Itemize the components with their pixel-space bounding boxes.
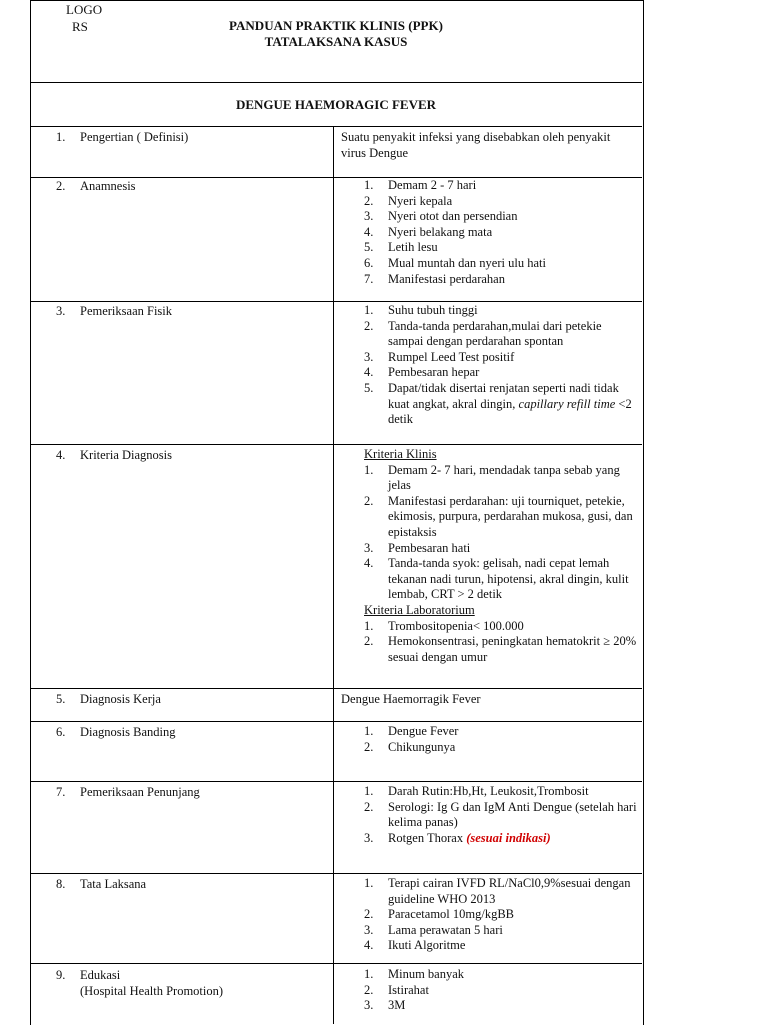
- list-item: 4. Tanda-tanda syok: gelisah, nadi cepat lemah tekanan nadi turun, hipotensi, akral dingin, kulit lembab, CRT > 2 detik: [364, 556, 629, 602]
- list-item: 3. Nyeri otot dan persendian: [364, 209, 518, 224]
- divider: [30, 444, 642, 445]
- row-label: 6. Diagnosis Banding: [56, 725, 176, 739]
- row-value: [341, 784, 637, 846]
- list-item: 4. Ikuti Algoritme: [364, 938, 466, 953]
- row-value: [341, 303, 637, 428]
- row-value: Suatu penyakit infeksi yang disebabkan oleh penyakit virus Dengue: [341, 130, 611, 160]
- list-item: 2. Chikungunya: [364, 739, 456, 754]
- row-label: 5. Diagnosis Kerja: [56, 692, 161, 706]
- divider: [30, 82, 642, 83]
- list-item: 3. Rumpel Leed Test positif: [364, 349, 515, 364]
- list-item: 3. Pembesaran hati: [364, 540, 471, 555]
- list-item: 1. Darah Rutin:Hb,Ht, Leukosit,Trombosit: [364, 784, 589, 798]
- divider: [30, 963, 642, 964]
- list-item: 3. Rotgen Thorax (sesuai indikasi): [364, 830, 551, 845]
- row-value: Dengue Haemorragik Fever: [341, 692, 481, 706]
- row-value: [341, 178, 637, 287]
- row-value: [341, 447, 637, 665]
- list-item: 2. Serologi: Ig G dan IgM Anti Dengue (setelah hari kelima panas): [364, 799, 637, 830]
- divider: [30, 126, 642, 127]
- document-title: PANDUAN PRAKTIK KLINIS (PPK) TATALAKSANA KASUS: [229, 18, 443, 49]
- section-heading: Kriteria Laboratorium: [364, 602, 475, 617]
- row-label: 3. Pemeriksaan Fisik: [56, 304, 173, 318]
- list-item: 3. 3M: [364, 998, 406, 1013]
- list-item: 2. Tanda-tanda perdarahan,mulai dari petekie sampai dengan perdarahan spontan: [364, 318, 602, 349]
- list-item: 3. Lama perawatan 5 hari: [364, 922, 503, 937]
- row-label: 8. Tata Laksana: [56, 877, 147, 891]
- logo-placeholder: LOGO RS: [66, 2, 103, 34]
- row-value: [341, 967, 637, 1014]
- list-item: 5. Letih lesu: [364, 240, 438, 255]
- list-item: 2. Paracetamol 10mg/kgBB: [364, 907, 515, 922]
- row-label: 9. Edukasi (Hospital Health Promotion): [56, 968, 224, 998]
- document-subtitle: DENGUE HAEMORAGIC FEVER: [235, 97, 437, 112]
- divider: [30, 873, 642, 874]
- divider: [30, 781, 642, 782]
- list-item: 1. Trombositopenia< 100.000: [364, 618, 524, 633]
- list-item: 1. Minum banyak: [364, 967, 465, 981]
- list-item: 4. Nyeri belakang mata: [364, 224, 493, 239]
- list-item: 1. Demam 2- 7 hari, mendadak tanpa sebab yang jelas: [364, 462, 620, 493]
- list-item: 2. Hemokonsentrasi, peningkatan hematokrit ≥ 20% sesuai dengan umur: [364, 634, 637, 664]
- divider: [30, 688, 642, 689]
- list-item: 1. Terapi cairan IVFD RL/NaCl0,9%sesuai dengan guideline WHO 2013: [364, 876, 631, 906]
- list-item: 5. Dapat/tidak disertai renjatan seperti nadi tidak kuat angkat, akral dingin, capillary refill time <2 detik: [364, 380, 632, 427]
- divider: [30, 721, 642, 722]
- list-item: 2. Manifestasi perdarahan: uji tourniquet, petekie, ekimosis, purpura, perdarahan mukosa, gusi, dan epistaksis: [364, 493, 633, 539]
- section-heading: Kriteria Klinis: [364, 447, 437, 461]
- row-label: 1. Pengertian ( Definisi): [56, 130, 189, 144]
- list-item: 4. Pembesaran hepar: [364, 365, 480, 380]
- row-label: 7. Pemeriksaan Penunjang: [56, 785, 200, 799]
- row-label: 2. Anamnesis: [56, 179, 136, 193]
- row-value: [341, 876, 637, 954]
- list-item: 1. Suhu tubuh tinggi: [364, 303, 478, 317]
- row-label: 4. Kriteria Diagnosis: [56, 448, 172, 462]
- list-item: 1. Dengue Fever: [364, 724, 459, 738]
- divider: [30, 301, 642, 302]
- list-item: 2. Istirahat: [364, 982, 429, 997]
- list-item: 6. Mual muntah dan nyeri ulu hati: [364, 255, 546, 270]
- list-item: 1. Demam 2 - 7 hari: [364, 178, 477, 192]
- list-item: 2. Nyeri kepala: [364, 193, 453, 208]
- column-divider: [333, 126, 334, 1024]
- row-value: [341, 724, 637, 755]
- list-item: 7. Manifestasi perdarahan: [364, 271, 505, 286]
